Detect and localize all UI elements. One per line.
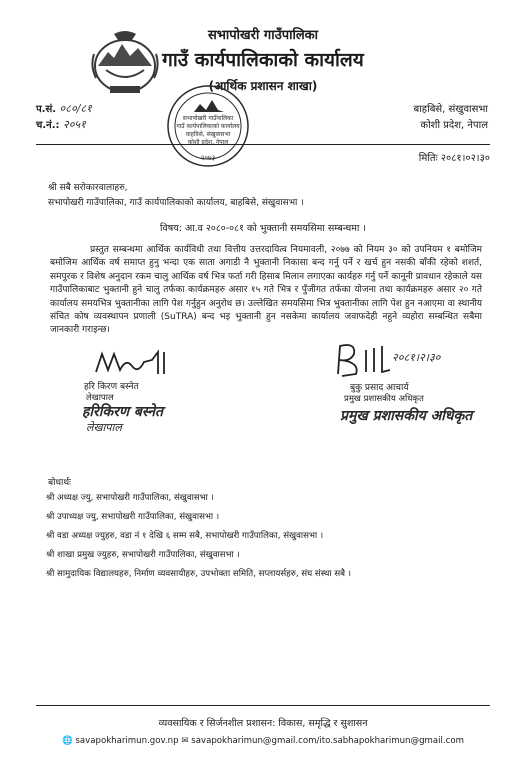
letter-date: मितिः २०८१।०२।३० [418,153,490,164]
municipality-name: सभापोखरी गाउँपालिका [208,28,318,43]
bodharth-title: बोधार्थः [48,478,71,488]
stamp-line-5: २०७३ [200,154,216,162]
address-line-1: बाहबिसे, संखुवासभा [413,104,488,115]
signature-block-left [82,348,212,444]
footer-email[interactable]: savapokharimun@gmail.com/ito.sabhapokharimun@gmail.com [191,736,465,746]
footer-divider [36,705,490,706]
patra-sankhya [36,101,92,116]
cc-item: श्री सामुदायिक विद्यालयहरु, निर्माण व्यवसायीहरु, उपभोक्ता समिति, सप्लायर्सहरु, संघ संस्था सबै । [46,569,352,579]
signature-scribble-right [330,340,400,380]
recipients-line-2: सभापोखरी गाउँपालिका, गाउँ कार्यपालिकाको कार्यालय, बाहबिसे, संखुवासभा । [48,198,304,208]
accountant-stamp-name: हरिकिरण बस्नेत [82,404,163,420]
stamp-line-2: गाउँ कार्यपालिकाको कार्यालय [176,123,240,130]
cc-item: श्री वडा अध्यक्ष ज्युहरु, वडा नं १ देखि ६ सम्म सबै, सभापोखरी गाउँपालिका, संखुवासभा । [46,531,324,541]
patra-label: प.सं. [36,104,57,115]
recipients-line-1: श्री सबै सरोकारवालाहरु, [48,183,128,193]
chalani-value: २०५१ [62,118,86,131]
section-name: (आर्थिक प्रशासन शाखा) [208,79,318,93]
cc-item: श्री उपाध्यक्ष ज्यु, सभापोखरी गाउँपालिका, संखुवासभा । [46,512,220,522]
subject-line: विषय: आ.व २०८०-०८१ को भुक्तानी समयसिमा सम्बन्धमा । [159,223,367,234]
globe-icon: 🌐 [61,736,73,746]
cao-title: प्रमुख प्रशासकीय अधिकृत [344,394,424,404]
cao-name: बुकु प्रसाद आचार्य [350,383,409,393]
letter-body [50,244,482,338]
patra-value: ०८०/८१ [59,102,92,115]
accountant-stamp-title: लेखापाल [86,421,122,434]
office-seal-stamp [150,82,266,174]
cc-item: श्री अध्यक्ष ज्यु, सभापोखरी गाउँपालिका, संखुवासभा । [46,493,214,503]
signature-block-right [330,340,473,444]
body-paragraph: प्रस्तुत सम्बन्धमा आर्थिक कार्यविधी तथा वित्तीय उत्तरदायित्व नियमावली, २०७७ को नियम ३० को उपनियम १ बमोजिम बमोजिम आर्थिक वर्ष समाप्त हुनु भन्दा एक साता अगाडी नै भुक्तानी निकासा बन्द गर्नु पर्ने र खर्च हुन नसकी बाँकी रहेको शशर्त, समपुरक र विशेष अनुदान रकम चालु आर्थिक वर्ष भित्र फर्ता गरी हिसाब मिलान लगाएका कार्यहरु गर्नु पर्ने कानूनी प्रावधान रहेकाले यस गाउँपालिकाबाट भुक्तानी हुने चालु तर्फका कार्यक्रमहरु असार १५ गते भित्र र पुँजीगत तर्फका योजना तथा कार्यक्रमहरु असार २० गते कार्यालय समयभित्र भुक्तानीका लागि पेश गर्नुहुन अनुरोध छ। उल्लेखित समयसिमा भित्र भुक्तानीका लागि पेश हुन नआएमा वा स्थानीय संचित कोष व्यवस्थापन प्रणाली (SuTRA) बन्द भइ भुक्तानी हुन नसकेमा कार्यालय जवाफदेही नहुने व्यहोरा सम्बन्धित सबैमा जानकारी गराइन्छ। [50,245,482,336]
accountant-name: हरि किरण बस्नेत [84,382,139,392]
signature-scribble-left [92,348,182,378]
chalani-number [36,117,86,132]
cc-item: श्री शाखा प्रमुख ज्युहरु, सभापोखरी गाउँपालिका, संखुवासभा । [46,550,240,560]
footer-motto: व्यवसायिक र सिर्जनशील प्रशासन: विकास, समृद्धि र सुशासन [158,718,368,729]
accountant-title: लेखापाल [86,393,114,403]
stamp-line-3: वाहविसे, संखुवासभा [185,131,231,138]
email-icon: ✉ [181,736,189,746]
header-divider [36,144,490,145]
stamp-line-1: सभापोखरी गाउँपालिका [182,115,234,122]
chalani-label: च.नं.: [36,120,60,131]
stamp-line-4: कोशी प्रदेश, नेपाल [187,139,229,146]
signature-date-note: २०८१।२।३० [392,351,441,364]
footer-contact [0,736,526,746]
address-line-2: कोशी प्रदेश, नेपाल [420,120,488,131]
office-name: गाउँ कार्यपालिकाको कार्यालय [162,49,364,71]
footer-website[interactable]: savapokharimun.gov.np [75,736,179,746]
cao-stamp-title: प्रमुख प्रशासकीय अधिकृत [340,408,473,424]
